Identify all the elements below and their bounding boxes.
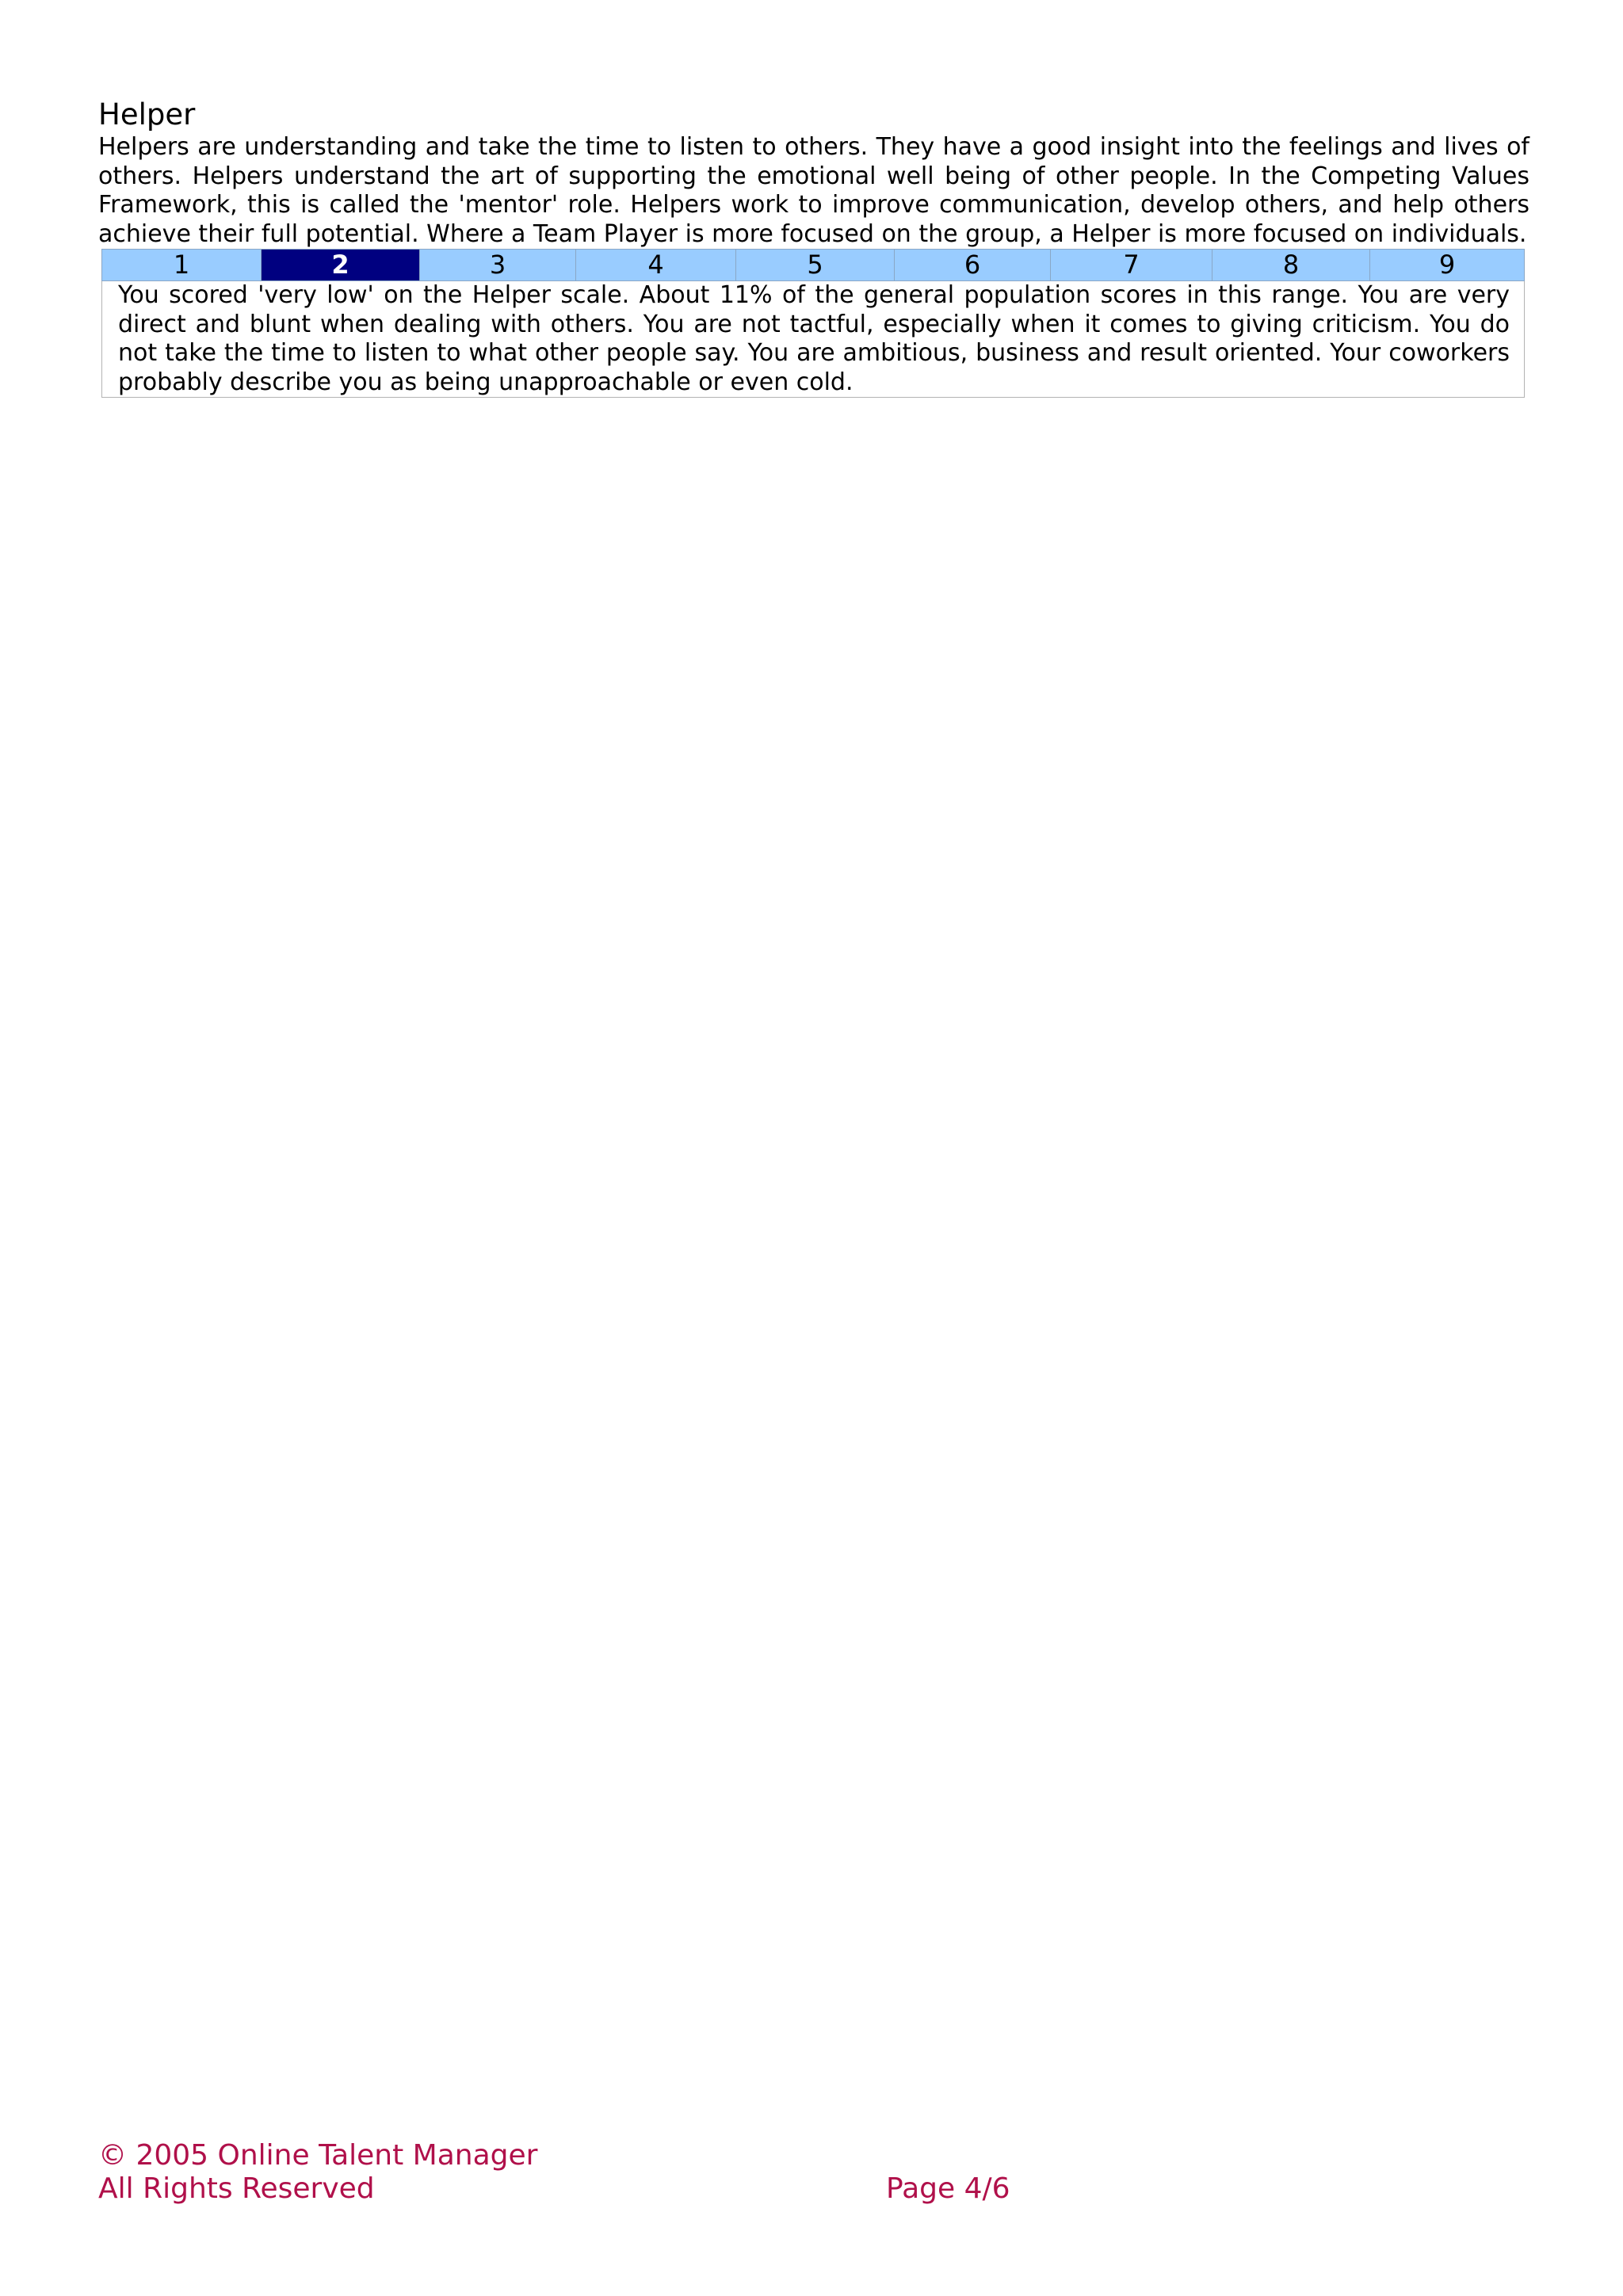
scale-cell-7: 7 xyxy=(1051,250,1212,281)
scale-cell-9: 9 xyxy=(1370,250,1525,281)
scale-row xyxy=(102,250,1525,281)
report-section xyxy=(98,97,1529,398)
scale-cell-5: 5 xyxy=(736,250,895,281)
score-scale xyxy=(101,249,1525,398)
result-row xyxy=(102,281,1525,398)
section-description: Helpers are understanding and take the time to listen to others. They have a good insight into the feelings and lives of others. Helpers understand the art of supporting the emotional well being of other people. In the Competing Values Framework, this is called the 'mentor' role. Helpers work to improve communication, develop others, and help others achieve their full potential. Where a Team Player is more focused on the group, a Helper is more focused on individuals. xyxy=(98,133,1529,248)
scale-cell-8: 8 xyxy=(1212,250,1370,281)
footer-copyright-block xyxy=(98,2139,537,2206)
footer-copyright: © 2005 Online Talent Manager xyxy=(98,2139,538,2172)
scale-cell-6: 6 xyxy=(895,250,1051,281)
scale-cell-1: 1 xyxy=(102,250,262,281)
scale-cell-4: 4 xyxy=(576,250,736,281)
scale-cell-3: 3 xyxy=(420,250,576,281)
footer-rights: All Rights Reserved xyxy=(98,2172,375,2205)
footer-page-number: Page 4/6 xyxy=(886,2172,1010,2205)
scale-cell-2-selected: 2 xyxy=(262,250,420,281)
section-title: Helper xyxy=(98,97,196,132)
score-result-text: You scored 'very low' on the Helper scale. About 11% of the general population scores in this range. You are very direct and blunt when dealing with others. You are not tactful, especially when it comes to giving criticism. You do not take the time to listen to what other people say. You are ambitious, business and result oriented. Your coworkers probably describe you as being unapproachable or even cold. xyxy=(102,281,1525,398)
